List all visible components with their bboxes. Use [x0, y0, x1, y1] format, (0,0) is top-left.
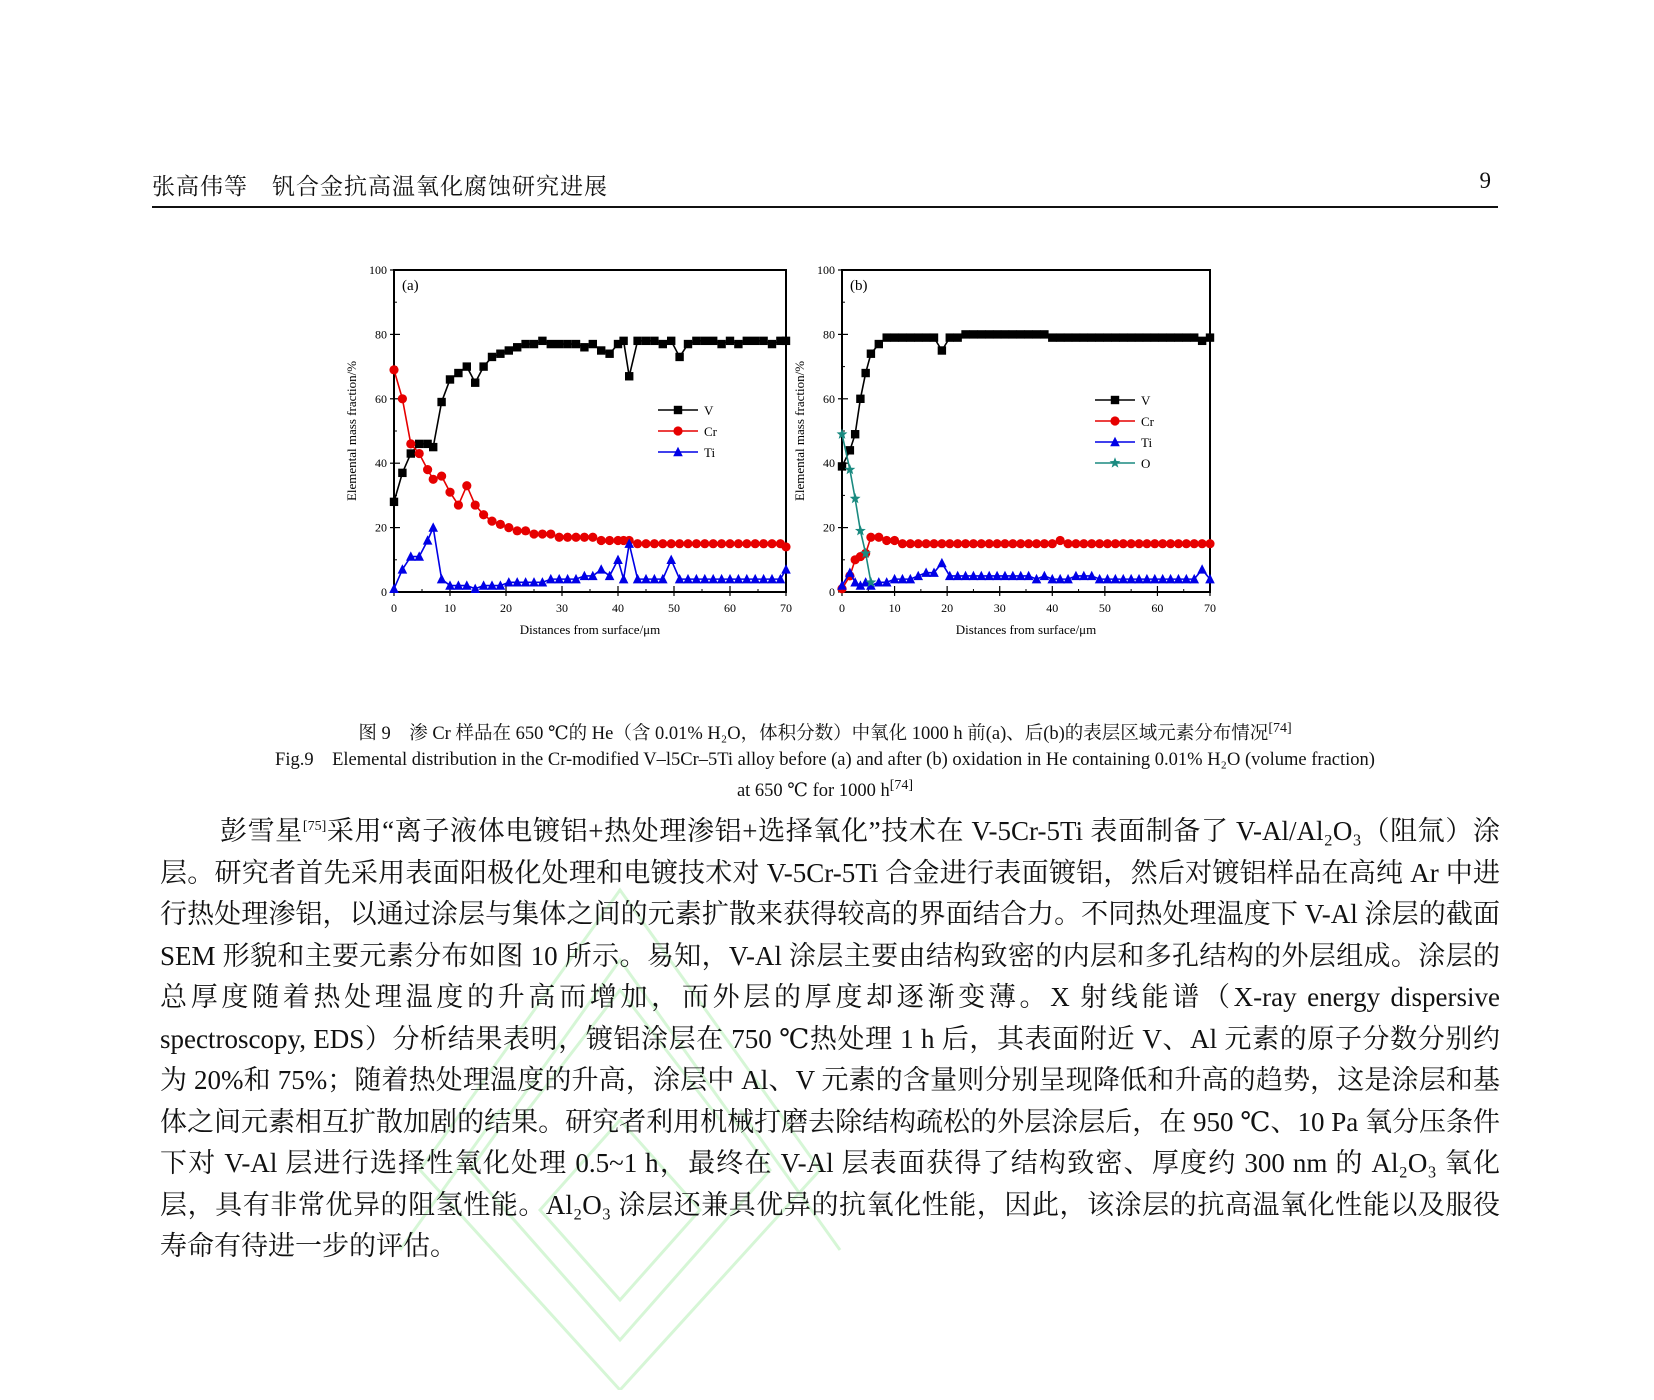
figure-caption [152, 716, 1498, 804]
data-point-cr [953, 539, 962, 548]
caption-cn-text: 图 9 渗 Cr 样品在 650 ℃的 He（含 0.01% H₂O，体积分数）中氧化 1000 h 前(a)、后(b)的表层区域元素分布情况 [358, 724, 1269, 745]
data-point-v [580, 343, 588, 351]
data-point-v [650, 337, 658, 345]
data-point-cr [1127, 539, 1136, 548]
data-point-v [555, 340, 563, 348]
data-point-v [505, 346, 513, 354]
x-tick-label: 40 [612, 601, 624, 615]
data-point-ti [423, 535, 433, 544]
data-point-ti [437, 574, 447, 583]
data-point-v [642, 337, 650, 345]
y-tick-label: 80 [375, 327, 387, 342]
y-tick-label: 40 [375, 456, 387, 471]
data-point-v [633, 337, 641, 345]
figure-9 [344, 263, 1310, 685]
data-point-v [675, 353, 683, 361]
data-point-v [993, 330, 1001, 338]
data-point-v [709, 337, 717, 345]
data-point-cr [1158, 539, 1167, 548]
header-rule [152, 206, 1498, 208]
y-tick-label: 0 [381, 585, 387, 599]
legend-label: V [704, 403, 714, 418]
x-tick-label: 0 [839, 601, 845, 615]
data-point-ti [1040, 571, 1050, 580]
data-point-v [1166, 333, 1174, 341]
data-point-cr [1205, 539, 1214, 548]
data-point-cr [882, 536, 891, 545]
x-tick-label: 30 [556, 601, 568, 615]
data-point-ti [619, 574, 629, 583]
x-tick-label: 60 [1151, 601, 1164, 615]
data-point-v [390, 498, 398, 506]
data-point-cr [1079, 539, 1088, 548]
data-point-v [572, 340, 580, 348]
data-point-v [1088, 333, 1096, 341]
data-point-v [1190, 333, 1198, 341]
data-point-cr [1071, 539, 1080, 548]
data-point-v [684, 340, 692, 348]
data-point-v [1064, 333, 1072, 341]
x-tick-label: 0 [391, 601, 397, 615]
data-point-v [513, 343, 521, 351]
data-point-cr [700, 539, 709, 548]
data-point-v [1135, 333, 1143, 341]
data-point-cr [658, 539, 667, 548]
data-point-v [563, 340, 571, 348]
data-point-cr [1142, 539, 1151, 548]
data-point-v [743, 337, 751, 345]
data-point-cr [1056, 536, 1065, 545]
data-point-cr [1198, 539, 1207, 548]
caption-en-ref: [74] [889, 778, 914, 794]
data-point-v [861, 369, 869, 377]
data-point-v [429, 443, 437, 451]
x-tick-label: 40 [1046, 601, 1059, 615]
data-point-cr [667, 539, 676, 548]
y-tick-label: 80 [823, 327, 835, 342]
y-tick-label: 100 [369, 263, 387, 277]
data-point-cr [1134, 539, 1143, 548]
legend-marker [673, 426, 682, 435]
data-point-cr [445, 488, 454, 497]
data-point-cr [529, 529, 538, 538]
data-point-v [977, 330, 985, 338]
data-point-v [463, 362, 471, 370]
data-point-v [867, 350, 875, 358]
caption-en-line2: at 650 ℃ for 1000 h [736, 781, 890, 802]
data-point-v [717, 340, 725, 348]
data-point-v [1119, 333, 1127, 341]
body-author: 彭雪星 [220, 816, 303, 846]
data-point-cr [1095, 539, 1104, 548]
data-point-cr [546, 529, 555, 538]
data-point-cr [398, 394, 407, 403]
legend-marker [1111, 396, 1119, 404]
data-point-v [922, 333, 930, 341]
x-axis-label: Distances from surface/μm [955, 622, 1097, 637]
x-tick-label: 10 [444, 601, 456, 615]
data-point-ti [937, 558, 947, 567]
data-point-v [597, 346, 605, 354]
data-point-ti [428, 522, 438, 531]
data-point-cr [1032, 539, 1041, 548]
data-point-v [1017, 330, 1025, 338]
data-point-v [1080, 333, 1088, 341]
data-point-v [930, 333, 938, 341]
data-point-cr [521, 526, 530, 535]
data-point-v [1127, 333, 1135, 341]
data-point-v [659, 340, 667, 348]
data-point-v [914, 333, 922, 341]
data-point-ti [1032, 574, 1042, 583]
data-point-cr [759, 539, 768, 548]
data-point-cr [605, 536, 614, 545]
data-point-v [1206, 333, 1214, 341]
data-point-v [938, 346, 946, 354]
y-tick-label: 60 [823, 391, 835, 406]
data-point-cr [496, 520, 505, 529]
data-point-v [437, 398, 445, 406]
data-point-cr [961, 539, 970, 548]
data-point-ti [1197, 564, 1207, 573]
data-point-v [1111, 333, 1119, 341]
data-point-cr [929, 539, 938, 548]
data-point-v [1040, 330, 1048, 338]
data-point-cr [898, 539, 907, 548]
data-point-cr [1182, 539, 1191, 548]
legend-label: Ti [1141, 435, 1153, 450]
data-point-cr [1063, 539, 1072, 548]
caption-cn [152, 716, 1498, 747]
data-point-v [985, 330, 993, 338]
data-point-cr [588, 533, 597, 542]
data-point-cr [597, 536, 606, 545]
data-point-v [726, 337, 734, 345]
data-point-cr [563, 533, 572, 542]
data-point-v [898, 333, 906, 341]
data-point-cr [1048, 539, 1057, 548]
page-number: 9 [1479, 168, 1492, 193]
caption-cn-ref: [74] [1268, 721, 1292, 736]
data-point-v [1182, 333, 1190, 341]
data-point-cr [922, 539, 931, 548]
data-point-v [734, 340, 742, 348]
series-line-v [842, 334, 1210, 466]
y-tick-label: 100 [817, 263, 835, 277]
panel-label: (b) [850, 278, 868, 294]
data-point-ti [781, 564, 791, 573]
data-point-cr [1103, 539, 1112, 548]
panel-label: (a) [402, 278, 419, 294]
y-axis-label: Elemental mass fraction/% [792, 360, 807, 502]
data-point-cr [767, 539, 776, 548]
data-point-v [1009, 330, 1017, 338]
caption-en-line1: Fig.9 Elemental distribution in the Cr-modified V–l5Cr–5Ti alloy before (a) and after (b) oxidation in He containing 0.01% H₂O (volume fraction) [275, 750, 1375, 771]
data-point-v [488, 353, 496, 361]
data-point-v [875, 340, 883, 348]
data-point-ti [613, 555, 623, 564]
data-point-cr [1040, 539, 1049, 548]
data-point-cr [471, 500, 480, 509]
y-axis-label: Elemental mass fraction/% [344, 360, 359, 502]
data-point-cr [683, 539, 692, 548]
y-tick-label: 20 [823, 520, 835, 535]
body-text: 采用“离子液体电镀铝+热处理渗铝+选择氧化”技术在 V-5Cr-5Ti 表面制备了 V-Al/Al₂O₃（阻氚）涂层。研究者首先采用表面阳极化处理和电镀技术对 V-5Cr-5Ti 合金进行表面镀铝，然后对镀铝样品在高纯 Ar 中进行热处理渗铝，以通过涂层与集体之间的元素扩散来获得较高的界面结合力。不同热处理温度下 V-Al 涂层的截面 SEM 形貌和主要元素分布如图 10 所示。易知，V-Al 涂层主要由结构致密的内层和多孔结构的外层组成。涂层的总厚度随着热处理温度的升高而增加，而外层的厚度却逐渐变薄。X 射线能谱（X-ray energy dispersive spectroscopy, EDS）分析结果表明，镀铝涂层在 750 ℃热处理 1 h 后，其表面附近 V、Al 元素的原子分数分别约为 20%和 75%；随着热处理温度的升高，涂层中 Al、V 元素的含量则分别呈现降低和升高的趋势，这是涂层和基体之间元素相互扩散加剧的结果。研究者利用机械打磨去除结构疏松的外层涂层后，在 950 ℃、10 Pa 氧分压条件下对 V-Al 层进行选择性氧化处理 0.5~1 h，最终在 V-Al 层表面获得了结构致密、厚度约 300 nm 的 Al₂O₃ 氧化层，具有非常优异的阻氢性能。Al₂O₃ 涂层还兼具优异的抗氧化性能，因此，该涂层的抗高温氧化性能以及服役寿命有待进一步的评估。 [160, 816, 1501, 1261]
data-point-v [521, 340, 529, 348]
data-point-cr [675, 539, 684, 548]
data-point-cr [504, 523, 513, 532]
data-point-cr [1087, 539, 1096, 548]
data-point-cr [454, 500, 463, 509]
y-tick-label: 20 [375, 520, 387, 535]
data-point-v [496, 350, 504, 358]
data-point-v [961, 330, 969, 338]
data-point-cr [985, 539, 994, 548]
data-point-v [619, 337, 627, 345]
data-point-v [479, 362, 487, 370]
legend-marker [1110, 457, 1121, 467]
data-point-cr [692, 539, 701, 548]
data-point-cr [977, 539, 986, 548]
data-point-v [1103, 333, 1111, 341]
data-point-v [625, 372, 633, 380]
data-point-cr [1024, 539, 1033, 548]
x-tick-label: 50 [668, 601, 680, 615]
data-point-cr [1000, 539, 1009, 548]
data-point-v [851, 430, 859, 438]
series-line-cr [394, 370, 786, 547]
data-point-v [471, 379, 479, 387]
x-tick-label: 70 [780, 601, 792, 615]
y-tick-label: 0 [829, 585, 835, 599]
legend-label: Cr [1141, 414, 1154, 429]
data-point-cr [1111, 539, 1120, 548]
data-point-v [1143, 333, 1151, 341]
data-point-v [446, 375, 454, 383]
x-tick-label: 60 [724, 601, 736, 615]
x-tick-label: 20 [500, 601, 512, 615]
data-point-v [1198, 337, 1206, 345]
data-point-v [751, 337, 759, 345]
legend-label: O [1141, 456, 1151, 471]
data-point-v [906, 333, 914, 341]
data-point-v [605, 350, 613, 358]
data-point-cr [479, 510, 488, 519]
data-point-cr [1166, 539, 1175, 548]
legend-marker [1110, 416, 1119, 425]
data-point-cr [1190, 539, 1199, 548]
data-point-v [530, 340, 538, 348]
data-point-v [547, 340, 555, 348]
data-point-v [1048, 333, 1056, 341]
chart-panel-a [344, 263, 792, 637]
data-point-cr [555, 533, 564, 542]
data-point-v [454, 369, 462, 377]
data-point-v [882, 333, 890, 341]
data-point-cr [429, 475, 438, 484]
data-point-cr [415, 449, 424, 458]
data-point-cr [389, 365, 398, 374]
data-point-cr [641, 539, 650, 548]
data-point-v [768, 340, 776, 348]
data-point-cr [937, 539, 946, 548]
series-ti [389, 522, 791, 593]
data-point-cr [969, 539, 978, 548]
data-point-cr [945, 539, 954, 548]
legend-label: Cr [704, 424, 717, 439]
data-point-ti [845, 567, 855, 576]
legend [1095, 393, 1155, 471]
series-cr [389, 365, 790, 551]
data-point-v [1032, 330, 1040, 338]
series-cr [837, 533, 1214, 594]
data-point-v [946, 333, 954, 341]
series-ti [837, 558, 1215, 590]
data-point-ti [596, 564, 606, 573]
series-line-v [394, 341, 786, 502]
data-point-cr [725, 539, 734, 548]
data-point-v [1056, 333, 1064, 341]
x-axis-label: Distances from surface/μm [519, 622, 661, 637]
data-point-cr [866, 533, 875, 542]
legend-label: Ti [704, 445, 716, 460]
x-tick-label: 30 [993, 601, 1006, 615]
data-point-cr [906, 539, 915, 548]
data-point-cr [538, 529, 547, 538]
data-point-v [701, 337, 709, 345]
data-point-ti [913, 571, 923, 580]
data-point-ti [389, 584, 399, 593]
body-ref: [75] [302, 819, 327, 834]
legend [658, 403, 718, 460]
data-point-cr [1150, 539, 1159, 548]
header-title: 张高伟等 钒合金抗高温氧化腐蚀研究进展 [152, 174, 608, 199]
data-point-v [1174, 333, 1182, 341]
data-point-cr [650, 539, 659, 548]
data-point-cr [709, 539, 718, 548]
data-point-v [407, 449, 415, 457]
x-tick-label: 20 [941, 601, 954, 615]
data-point-cr [1016, 539, 1025, 548]
data-point-cr [734, 539, 743, 548]
data-point-v [415, 440, 423, 448]
data-point-v [782, 337, 790, 345]
series-v [390, 337, 790, 506]
caption-en-line2-wrap [152, 773, 1498, 804]
data-point-v [1158, 333, 1166, 341]
data-point-v [890, 333, 898, 341]
data-point-cr [571, 533, 580, 542]
data-point-ti [666, 555, 676, 564]
data-point-cr [462, 481, 471, 490]
data-point-cr [874, 533, 883, 542]
data-point-v [1001, 330, 1009, 338]
data-point-v [398, 469, 406, 477]
data-point-cr [1174, 539, 1183, 548]
data-point-v [953, 333, 961, 341]
x-tick-label: 70 [1204, 601, 1216, 615]
data-point-cr [992, 539, 1001, 548]
data-point-v [969, 330, 977, 338]
data-point-cr [751, 539, 760, 548]
figure-9-charts [344, 263, 1310, 685]
data-point-v [538, 337, 546, 345]
data-point-cr [423, 465, 432, 474]
data-point-cr [487, 517, 496, 526]
body-paragraph [160, 806, 1500, 1268]
data-point-v [589, 340, 597, 348]
y-tick-label: 40 [823, 456, 835, 471]
data-point-v [1095, 333, 1103, 341]
chart-panel-b [792, 263, 1216, 637]
data-point-cr [1119, 539, 1128, 548]
data-point-ti [605, 571, 615, 580]
legend-label: V [1141, 393, 1151, 408]
data-point-v [856, 395, 864, 403]
data-point-v [667, 337, 675, 345]
x-tick-label: 50 [1098, 601, 1111, 615]
data-point-cr [914, 539, 923, 548]
data-point-v [838, 462, 846, 470]
data-point-v [1151, 333, 1159, 341]
data-point-v [692, 337, 700, 345]
data-point-cr [1008, 539, 1017, 548]
legend-marker [674, 406, 682, 414]
data-point-cr [717, 539, 726, 548]
data-point-cr [633, 539, 642, 548]
data-point-v [759, 337, 767, 345]
data-point-cr [513, 526, 522, 535]
x-tick-label: 10 [888, 601, 901, 615]
data-point-cr [742, 539, 751, 548]
data-point-cr [890, 536, 899, 545]
data-point-cr [781, 542, 790, 551]
data-point-v [1024, 330, 1032, 338]
data-point-cr [580, 533, 589, 542]
series-v [838, 330, 1214, 470]
data-point-cr [437, 471, 446, 480]
y-tick-label: 60 [375, 391, 387, 406]
data-point-v [1072, 333, 1080, 341]
data-point-cr [406, 439, 415, 448]
